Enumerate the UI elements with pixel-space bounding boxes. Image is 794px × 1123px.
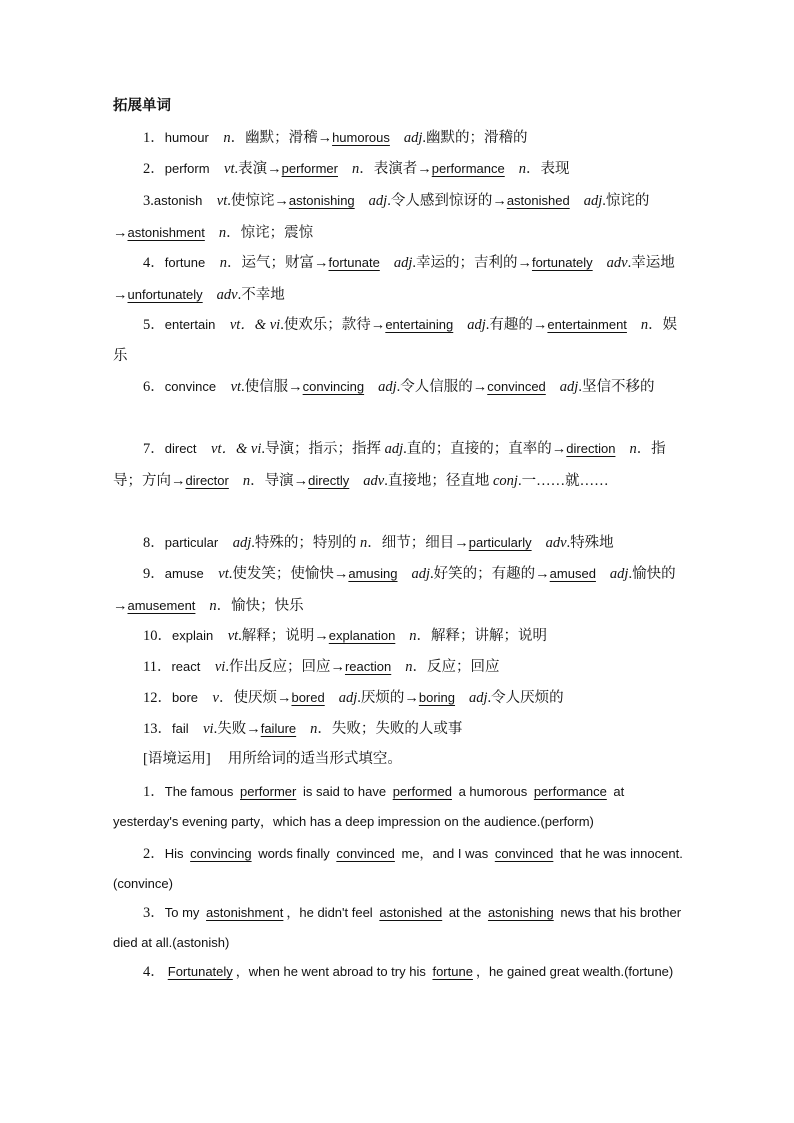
- exercise-text: a humorous: [454, 784, 531, 799]
- part-of-speech: adj: [609, 566, 629, 582]
- part-of-speech: n: [242, 473, 251, 489]
- definition: .表演→: [234, 161, 282, 177]
- entry-number: 2．: [143, 161, 165, 177]
- answer-word: astonishment: [127, 225, 205, 240]
- exercise-text: To my: [164, 905, 204, 920]
- part-of-speech: n: [629, 441, 637, 457]
- entry-number: 10．: [143, 628, 172, 644]
- answer-word: convinced: [487, 379, 546, 394]
- part-of-speech: adj: [393, 255, 413, 271]
- answer-word: performance: [431, 161, 505, 176]
- vocab-entry: [113, 309, 685, 372]
- part-of-speech: n: [209, 598, 217, 614]
- definition: ．运气；财富→: [226, 255, 329, 271]
- entry-number: 9．: [143, 566, 165, 582]
- vocab-entry: [113, 682, 685, 714]
- part-of-speech: vt: [218, 566, 229, 582]
- part-of-speech: n: [223, 130, 231, 146]
- part-of-speech: adv: [545, 535, 567, 551]
- part-of-speech: vt: [216, 193, 228, 209]
- entry-number: 7．: [143, 441, 165, 457]
- part-of-speech: adv: [216, 287, 238, 303]
- part-of-speech: adj: [378, 379, 397, 395]
- definition: .导演；指示；指挥: [261, 441, 382, 457]
- definition: ．愉快；快乐: [216, 598, 304, 614]
- part-of-speech: vt: [227, 628, 239, 644]
- definition: .使发笑；使愉快→: [228, 566, 349, 582]
- definition: ．细节；细目→: [367, 535, 469, 551]
- exercise-text: news that his brother died at all.(astonish): [113, 905, 682, 950]
- answer-word: particularly: [468, 535, 532, 550]
- part-of-speech: n: [360, 535, 368, 551]
- exercise-item: [113, 898, 685, 958]
- part-of-speech: n: [352, 161, 360, 177]
- fill-in-answer: astonishment: [206, 905, 284, 920]
- exercise-number: 4．: [143, 964, 165, 980]
- part-of-speech: vt: [224, 161, 235, 177]
- definition: .失败→: [213, 721, 261, 737]
- fill-in-answer: performer: [240, 784, 297, 799]
- vocab-entry: [113, 620, 685, 652]
- answer-word: amusing: [348, 566, 398, 581]
- definition: .使信服→: [241, 379, 303, 395]
- definition: .特殊地: [566, 535, 614, 551]
- exercise-number: 3．: [143, 905, 165, 921]
- exercise-text: words finally: [254, 846, 334, 861]
- exercise-item: [113, 839, 685, 899]
- definition: .幽默的；滑稽的: [422, 130, 528, 146]
- definition: .厌烦的→: [357, 690, 419, 706]
- exercise-text: that he was innocent.(convince): [113, 846, 683, 891]
- definition: .令人感到惊讶的→: [387, 193, 507, 209]
- exercise-text: ，he didn't feel: [286, 905, 377, 920]
- fill-in-answer: performance: [533, 784, 607, 799]
- vocab-entry: [113, 651, 685, 683]
- definition: .幸运地→: [113, 255, 675, 303]
- headword: convince: [164, 379, 217, 394]
- exercise-number: 1．: [143, 784, 165, 800]
- part-of-speech: adj: [384, 441, 404, 457]
- part-of-speech: adj: [403, 130, 423, 146]
- part-of-speech: n: [310, 721, 318, 737]
- answer-word: boring: [418, 690, 456, 705]
- fill-in-answer: convinced: [336, 846, 395, 861]
- entry-number: 5．: [143, 317, 165, 333]
- fill-in-answer: fortune: [432, 964, 473, 979]
- vocab-entry: [113, 558, 685, 622]
- vocab-entry: [113, 371, 685, 403]
- answer-word: reaction: [344, 659, 392, 674]
- fill-in-answer: Fortunately: [167, 964, 233, 979]
- vocab-entry: [113, 153, 685, 185]
- headword: particular: [164, 535, 219, 550]
- headword: perform: [164, 161, 210, 176]
- definition: .愉快的→: [113, 566, 676, 614]
- definition: .令人信服的→: [396, 379, 488, 395]
- definition: .使惊诧→: [227, 193, 289, 209]
- definition: .惊诧的→: [113, 193, 650, 241]
- headword: direct: [164, 441, 197, 456]
- headword: humour: [164, 130, 209, 145]
- part-of-speech: n: [640, 317, 649, 333]
- headword: react: [171, 659, 201, 674]
- vocab-entry: [113, 433, 685, 497]
- part-of-speech: n: [405, 659, 413, 675]
- headword: astonish: [153, 193, 203, 208]
- part-of-speech: n: [518, 161, 526, 177]
- definition: ．解释；讲解；说明: [416, 628, 548, 644]
- answer-word: entertaining: [385, 317, 454, 332]
- exercise-text: ，when he went abroad to try his: [235, 964, 430, 979]
- definition: ．娱乐: [113, 317, 678, 364]
- section-tag: [语境运用]: [143, 751, 211, 767]
- definition: .使欢乐；款待→: [280, 317, 386, 333]
- entry-number: 1．: [143, 130, 165, 146]
- section-instruction: 用所给词的适当形式填空。: [227, 751, 402, 767]
- exercise-item: [113, 957, 685, 987]
- definition: ．指导；方向→: [113, 441, 666, 489]
- definition: .幸运的；吉利的→: [412, 255, 532, 271]
- part-of-speech: vt．& vi: [229, 317, 281, 333]
- part-of-speech: vt: [230, 379, 242, 395]
- fill-in-answer: performed: [392, 784, 452, 799]
- answer-word: explanation: [328, 628, 396, 643]
- fill-in-answer: astonished: [379, 905, 443, 920]
- entry-number: 6．: [143, 379, 165, 395]
- vocab-entry: [113, 527, 685, 559]
- exercise-text: is said to have: [299, 784, 390, 799]
- definition: .特殊的；特别的: [251, 535, 357, 551]
- definition: .一……就……: [517, 473, 609, 489]
- answer-word: entertainment: [547, 317, 627, 332]
- definition: .令人厌烦的: [487, 690, 564, 706]
- definition: ．惊诧；震惊: [226, 225, 314, 241]
- exercise-text: me，and I was: [397, 846, 492, 861]
- definition: ．失败；失败的人或事: [317, 721, 463, 737]
- vocab-entry: [113, 185, 685, 249]
- definition: .有趣的→: [485, 317, 548, 333]
- exercise-number: 2．: [143, 846, 165, 862]
- exercise-text: His: [164, 846, 188, 861]
- vocab-entry: [113, 713, 685, 745]
- definition: .作出反应；回应→: [225, 659, 345, 675]
- answer-word: amused: [549, 566, 596, 581]
- part-of-speech: adj: [467, 317, 486, 333]
- part-of-speech: adj: [338, 690, 358, 706]
- part-of-speech: n: [218, 225, 227, 241]
- exercise-text: at the: [445, 905, 485, 920]
- headword: entertain: [164, 317, 216, 332]
- exercise-text: The famous: [164, 784, 238, 799]
- fill-in-answer: astonishing: [487, 905, 554, 920]
- part-of-speech: adv: [606, 255, 628, 271]
- entry-number: 12．: [143, 690, 172, 706]
- definition: .不幸地: [237, 287, 285, 303]
- section-heading: 拓展单词: [113, 98, 171, 114]
- answer-word: fortunately: [531, 255, 593, 270]
- entry-number: 4．: [143, 255, 165, 271]
- part-of-speech: adj: [583, 193, 603, 209]
- answer-word: direction: [566, 441, 616, 456]
- entry-number: 13．: [143, 721, 172, 737]
- entry-number: 11．: [143, 659, 172, 675]
- fill-in-answer: convincing: [190, 846, 252, 861]
- answer-word: astonishing: [288, 193, 355, 208]
- exercise-item: [113, 777, 685, 837]
- definition: .直的；直接的；直率的→: [403, 441, 567, 457]
- answer-word: humorous: [332, 130, 390, 145]
- answer-word: performer: [281, 161, 338, 176]
- answer-word: convincing: [302, 379, 365, 394]
- context-usage-heading: [113, 744, 685, 775]
- exercise-text: at yesterday's evening party，which has a deep impression on the audience.(perform): [113, 784, 625, 829]
- part-of-speech: n: [409, 628, 417, 644]
- definition: ．表现: [525, 161, 570, 177]
- answer-word: director: [185, 473, 229, 488]
- headword: fail: [172, 721, 189, 736]
- answer-word: amusement: [127, 598, 196, 613]
- part-of-speech: adv: [363, 473, 385, 489]
- part-of-speech: adj: [559, 379, 579, 395]
- part-of-speech: vi: [214, 659, 226, 675]
- definition: ．表演者→: [359, 161, 432, 177]
- headword: bore: [172, 690, 199, 705]
- answer-word: fortunate: [328, 255, 380, 270]
- answer-word: astonished: [506, 193, 570, 208]
- headword: amuse: [164, 566, 204, 581]
- entry-number: 8．: [143, 535, 165, 551]
- part-of-speech: adj: [368, 193, 388, 209]
- part-of-speech: adj: [232, 535, 252, 551]
- definition: .好笑的；有趣的→: [430, 566, 550, 582]
- definition: ．导演→: [250, 473, 309, 489]
- definition: .解释；说明→: [238, 628, 329, 644]
- entry-number: 3.: [143, 193, 154, 209]
- part-of-speech: vt．& vi: [211, 441, 262, 457]
- part-of-speech: conj: [492, 473, 518, 489]
- definition: ．使厌烦→: [218, 690, 292, 706]
- definition: ．反应；回应: [412, 659, 500, 675]
- exercise-text: ，he gained great wealth.(fortune): [475, 964, 674, 979]
- part-of-speech: adj: [469, 690, 488, 706]
- answer-word: unfortunately: [127, 287, 203, 302]
- headword: explain: [172, 628, 214, 643]
- part-of-speech: v: [212, 690, 219, 706]
- definition: .坚信不移的: [578, 379, 655, 395]
- definition: ．幽默；滑稽→: [230, 130, 333, 146]
- vocab-entry: [113, 122, 685, 154]
- definition: .直接地；径直地: [384, 473, 490, 489]
- part-of-speech: n: [219, 255, 227, 271]
- answer-word: bored: [291, 690, 325, 705]
- headword: fortune: [164, 255, 206, 270]
- vocab-entry: [113, 247, 685, 311]
- fill-in-answer: convinced: [494, 846, 554, 861]
- part-of-speech: vi: [203, 721, 214, 737]
- answer-word: failure: [260, 721, 297, 736]
- answer-word: directly: [308, 473, 350, 488]
- part-of-speech: adj: [411, 566, 431, 582]
